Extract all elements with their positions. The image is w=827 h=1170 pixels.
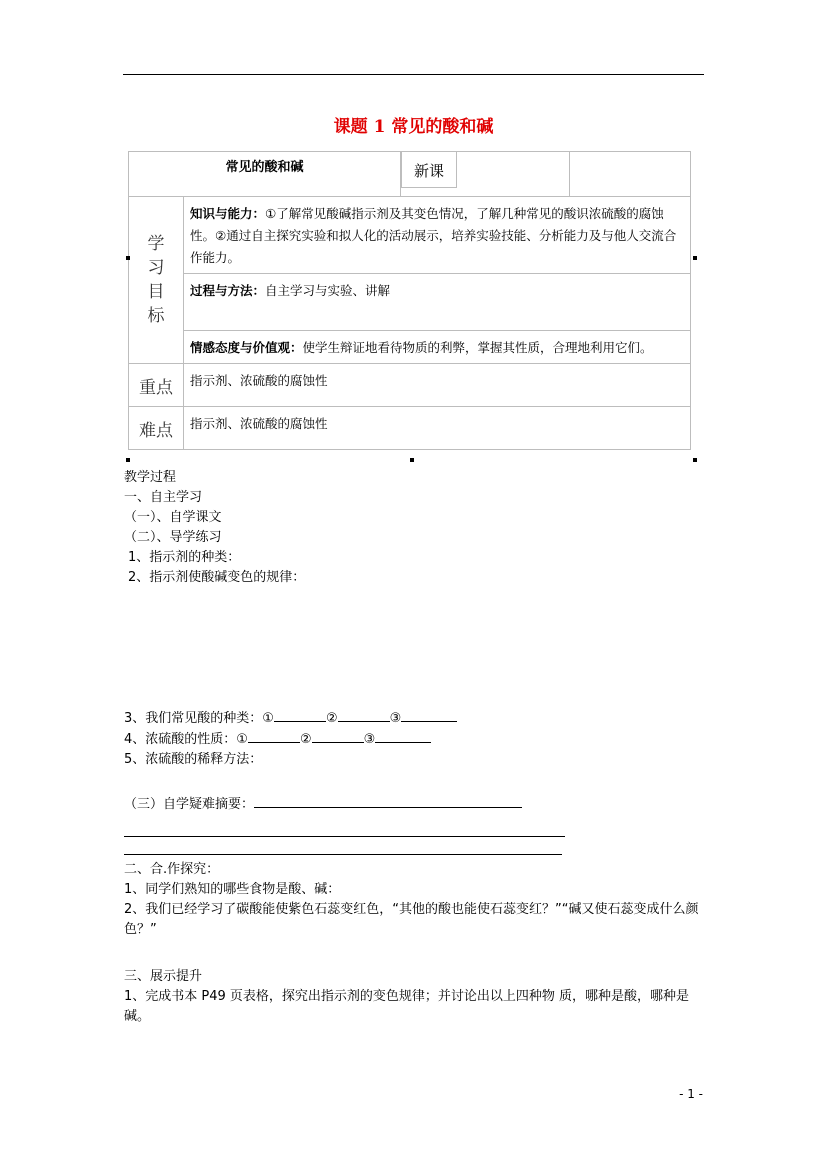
answer-blank[interactable] bbox=[338, 708, 390, 722]
objectives-label: 学 习 目 标 bbox=[147, 234, 165, 326]
collab-item-1: 1、同学们熟知的哪些食物是酸、碱： bbox=[124, 882, 341, 897]
difficulty-label-cell bbox=[129, 407, 184, 450]
process-heading: 教学过程 bbox=[124, 470, 177, 485]
difficulty-text-cell bbox=[184, 407, 691, 450]
topic-text: 常见的酸和碱 bbox=[225, 160, 304, 175]
header-rule bbox=[123, 74, 704, 75]
answer-blank[interactable] bbox=[401, 708, 457, 722]
key-text: 指示剂、浓硫酸的腐蚀性 bbox=[190, 373, 328, 388]
answer-blank[interactable] bbox=[375, 729, 431, 743]
lesson-type-cell bbox=[401, 152, 570, 197]
question-4: 4、浓硫酸的性质：① ② ③ bbox=[124, 729, 457, 750]
body-section-2 bbox=[124, 708, 457, 770]
key-label: 重点 bbox=[139, 377, 173, 398]
lesson-type-text: 新课 bbox=[401, 152, 457, 188]
body-section-1 bbox=[124, 468, 305, 588]
resize-handle-bottom-right[interactable] bbox=[693, 458, 697, 462]
resize-handle-bottom-left[interactable] bbox=[126, 458, 130, 462]
sub-heading-2: （二）、导学练习 bbox=[124, 530, 222, 545]
section-2-heading: 二、合.作探究： bbox=[124, 862, 220, 877]
knowledge-text: ①了解常见酸碱指示剂及其变色情况，了解几种常见的酸识浓硫酸的腐蚀性。②通过自主探究实验和拟人化的活动展示，培养实验技能、分析能力及与他人交流合作能力。 bbox=[190, 206, 677, 265]
sub-heading-3: （三）自学疑难摘要： bbox=[124, 794, 522, 815]
emotion-label: 情感态度与价值观： bbox=[190, 340, 303, 355]
resize-handle-left[interactable] bbox=[126, 256, 130, 260]
key-point-row bbox=[129, 364, 691, 407]
objectives-label-cell bbox=[129, 197, 184, 364]
emotion-cell bbox=[184, 331, 691, 364]
present-item-1: 1、完成书本 P49 页表格，探究出指示剂的变色规律；并讨论出以上四种物 质，哪种是酸，哪种是碱。 bbox=[124, 989, 690, 1024]
lesson-plan-table bbox=[128, 151, 691, 450]
question-1: 1、指示剂的种类： bbox=[128, 550, 241, 565]
process-text: 自主学习与实验、讲解 bbox=[265, 283, 391, 298]
topic-row bbox=[129, 152, 691, 197]
objective-row-emotion bbox=[129, 331, 691, 364]
question-3: 3、我们常见酸的种类：① ② ③ bbox=[124, 708, 457, 729]
difficulty-text: 指示剂、浓硫酸的腐蚀性 bbox=[190, 416, 328, 431]
knowledge-label: 知识与能力： bbox=[190, 206, 266, 221]
answer-blank[interactable] bbox=[312, 729, 364, 743]
knowledge-cell bbox=[184, 197, 691, 274]
page-title: 课题 1 常见的酸和碱 bbox=[333, 117, 494, 137]
resize-handle-right[interactable] bbox=[693, 256, 697, 260]
summary-blank[interactable] bbox=[254, 794, 522, 808]
resize-handle-bottom-mid[interactable] bbox=[410, 458, 414, 462]
difficulty-label: 难点 bbox=[139, 420, 173, 441]
body-section-4 bbox=[124, 967, 704, 1027]
section-3-heading: 三、展示提升 bbox=[124, 969, 203, 984]
process-label: 过程与方法： bbox=[190, 283, 266, 298]
collab-item-2: 2、我们已经学习了碳酸能使紫色石蕊变红色，“其他的酸也能使石蕊变红？”“碱又使石蕊变成什么颜色？” bbox=[124, 902, 699, 937]
difficulty-row bbox=[129, 407, 691, 450]
key-label-cell bbox=[129, 364, 184, 407]
summary-line-1[interactable] bbox=[124, 836, 565, 837]
key-text-cell bbox=[184, 364, 691, 407]
topic-cell bbox=[129, 152, 401, 197]
page-number: - 1 - bbox=[679, 1087, 703, 1101]
question-2: 2、指示剂使酸碱变色的规律： bbox=[128, 570, 306, 585]
emotion-text: 使学生辩证地看待物质的利弊，掌握其性质，合理地利用它们。 bbox=[302, 340, 653, 355]
summary-line-2[interactable] bbox=[124, 854, 562, 855]
objective-row-process bbox=[129, 274, 691, 331]
section-1-heading: 一、自主学习 bbox=[124, 490, 203, 505]
process-cell bbox=[184, 274, 691, 331]
answer-blank[interactable] bbox=[274, 708, 326, 722]
difficulty-summary bbox=[124, 794, 522, 815]
answer-blank[interactable] bbox=[248, 729, 300, 743]
question-5: 5、浓硫酸的稀释方法： bbox=[124, 752, 263, 767]
sub-heading-1: （一）、自学课文 bbox=[124, 510, 222, 525]
body-section-3 bbox=[124, 860, 704, 940]
objective-row-knowledge bbox=[129, 197, 691, 274]
empty-cell bbox=[570, 152, 691, 197]
